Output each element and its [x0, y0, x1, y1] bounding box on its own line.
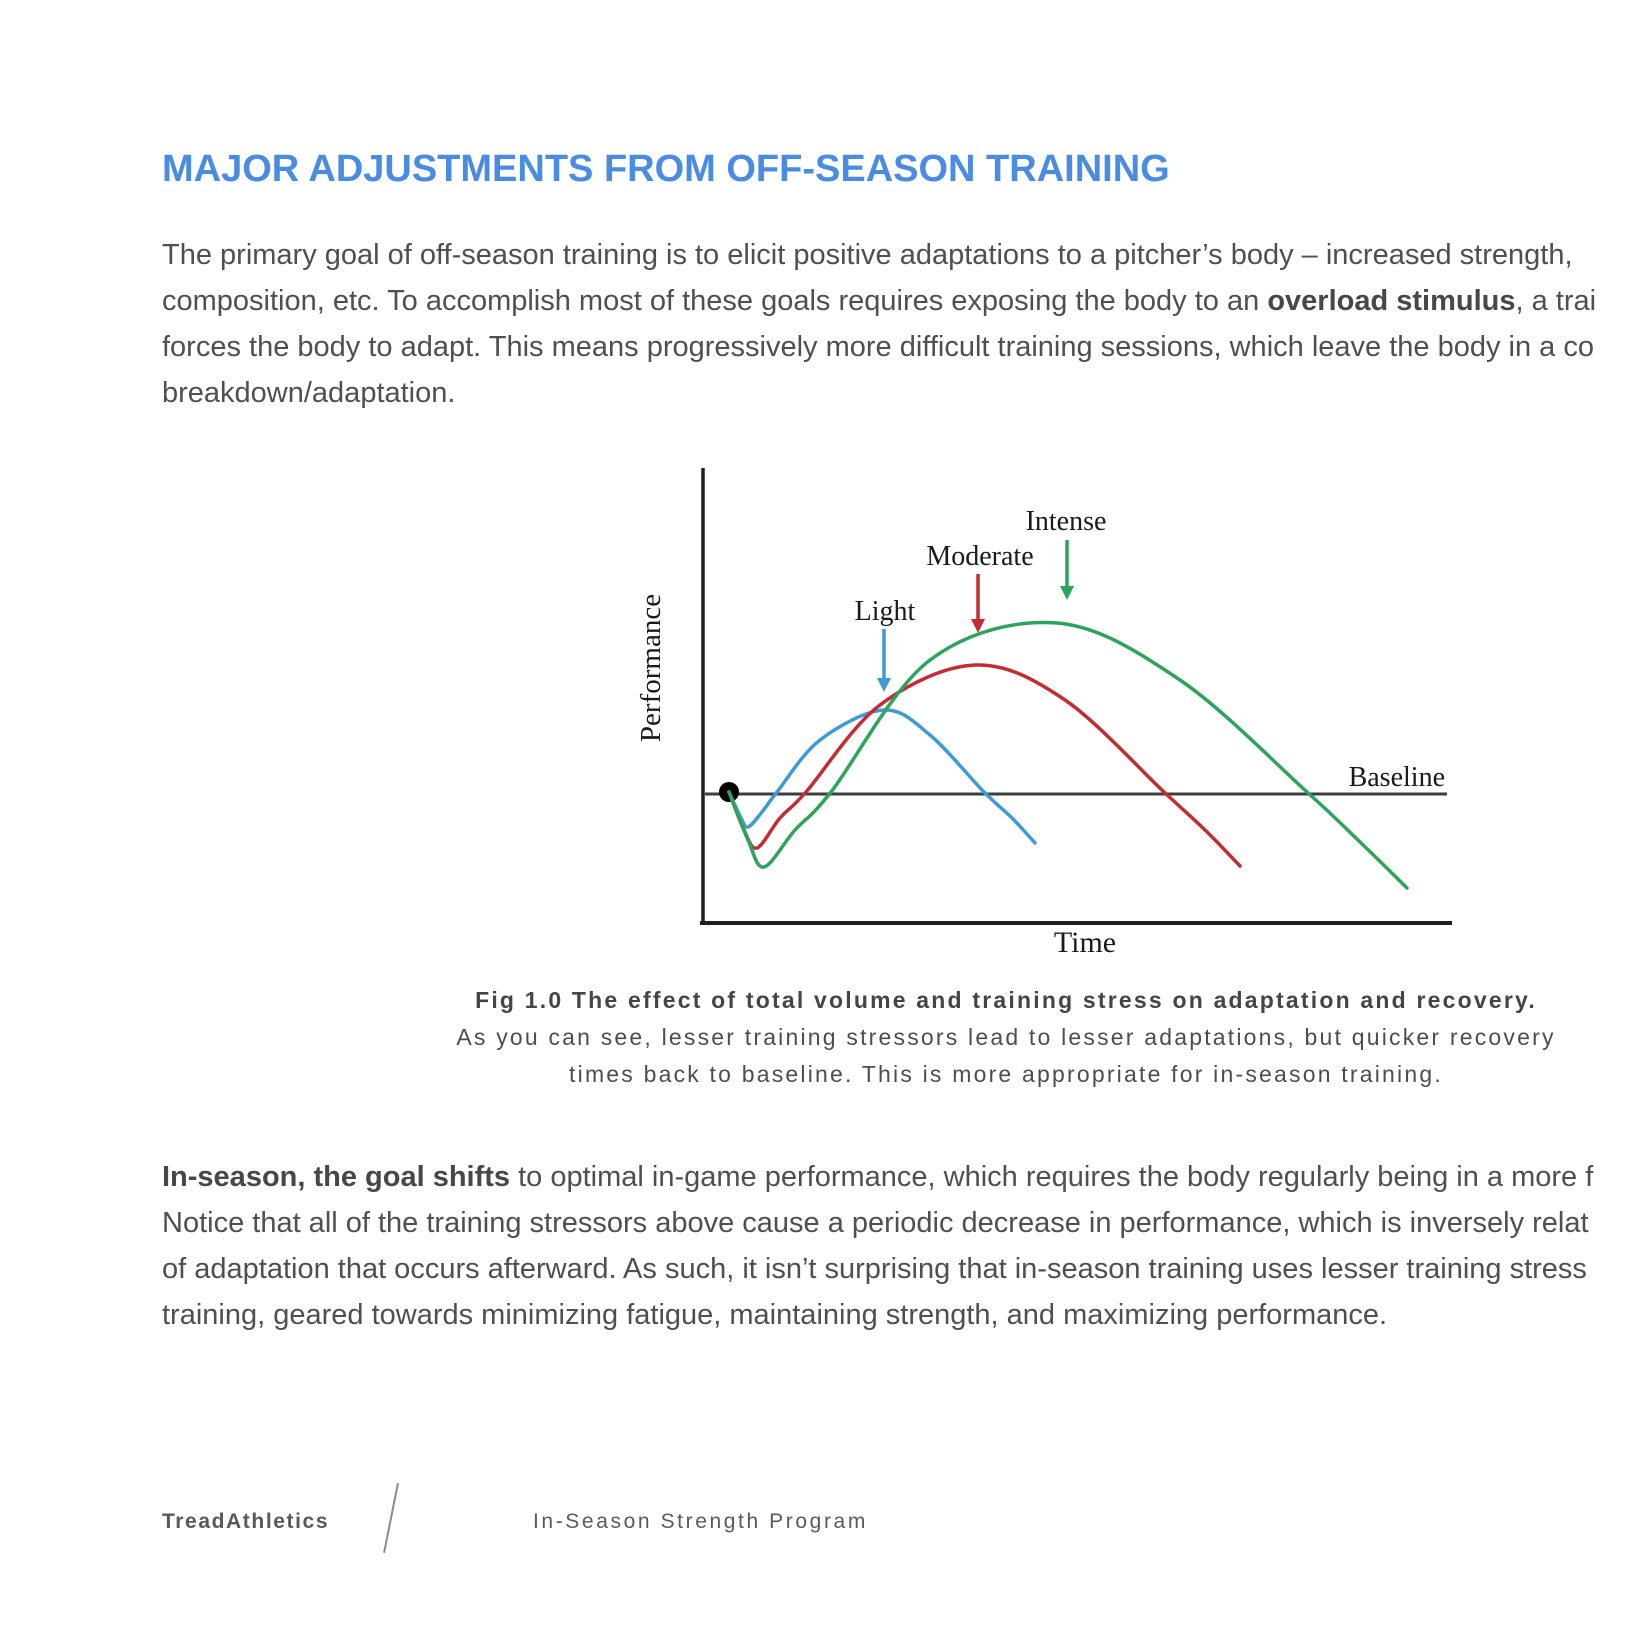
footer-program-title: In-Season Strength Program	[533, 1510, 868, 1533]
text-line	[162, 1246, 1638, 1292]
footer-brand: TreadAthletics	[162, 1510, 330, 1533]
arrowhead-intense	[1060, 586, 1074, 600]
figure-caption	[374, 982, 1638, 1093]
text-segment: Notice that all of the training stressors above cause a periodic decrease in performance, which is inversely relat	[162, 1207, 1589, 1239]
text-line	[162, 1200, 1638, 1246]
text-segment: of adaptation that occurs afterward. As such, it isn’t surprising that in-season training uses lesser training stress	[162, 1253, 1587, 1285]
text-line	[162, 1154, 1638, 1200]
curve-label-intense: Intense	[1025, 506, 1107, 537]
bold-text-segment: overload stimulus	[1267, 285, 1516, 317]
arrowhead-light	[877, 678, 891, 692]
text-segment: The primary goal of off-season training is to elicit positive adaptations to a pitcher’s body – increased strength,	[162, 239, 1573, 271]
baseline-label: Baseline	[1348, 762, 1445, 793]
y-axis-label: Performance	[635, 593, 667, 743]
curve-label-light: Light	[854, 596, 916, 627]
figure-caption-line3: times back to baseline. This is more appropriate for in-season training.	[569, 1061, 1443, 1087]
text-segment: composition, etc. To accomplish most of these goals requires exposing the body to an	[162, 285, 1268, 317]
text-segment: to optimal in-game performance, which requires the body regularly being in a more f	[510, 1161, 1594, 1193]
curve-moderate	[729, 665, 1240, 866]
text-segment: breakdown/adaptation.	[162, 377, 456, 409]
figure-caption-line2: As you can see, lesser training stressors lead to lesser adaptations, but quicker recovery	[456, 1024, 1556, 1050]
bold-text-segment: In-season, the goal shifts	[162, 1161, 511, 1193]
text-segment: forces the body to adapt. This means progressively more difficult training sessions, which leave the body in a co	[162, 331, 1594, 363]
text-segment: , a trai	[1515, 285, 1597, 317]
text-segment: training, geared towards minimizing fatigue, maintaining strength, and maximizing performance.	[162, 1299, 1388, 1331]
page-title: MAJOR ADJUSTMENTS FROM OFF-SEASON TRAINING	[162, 148, 1170, 190]
figure-caption-title: Fig 1.0 The effect of total volume and training stress on adaptation and recovery.	[475, 987, 1537, 1013]
curve-label-moderate: Moderate	[926, 541, 1034, 572]
curve-intense	[729, 622, 1407, 888]
text-line	[162, 1292, 1638, 1338]
paragraph-inseason-goal	[162, 1154, 1638, 1338]
x-axis-label: Time	[1053, 926, 1117, 959]
